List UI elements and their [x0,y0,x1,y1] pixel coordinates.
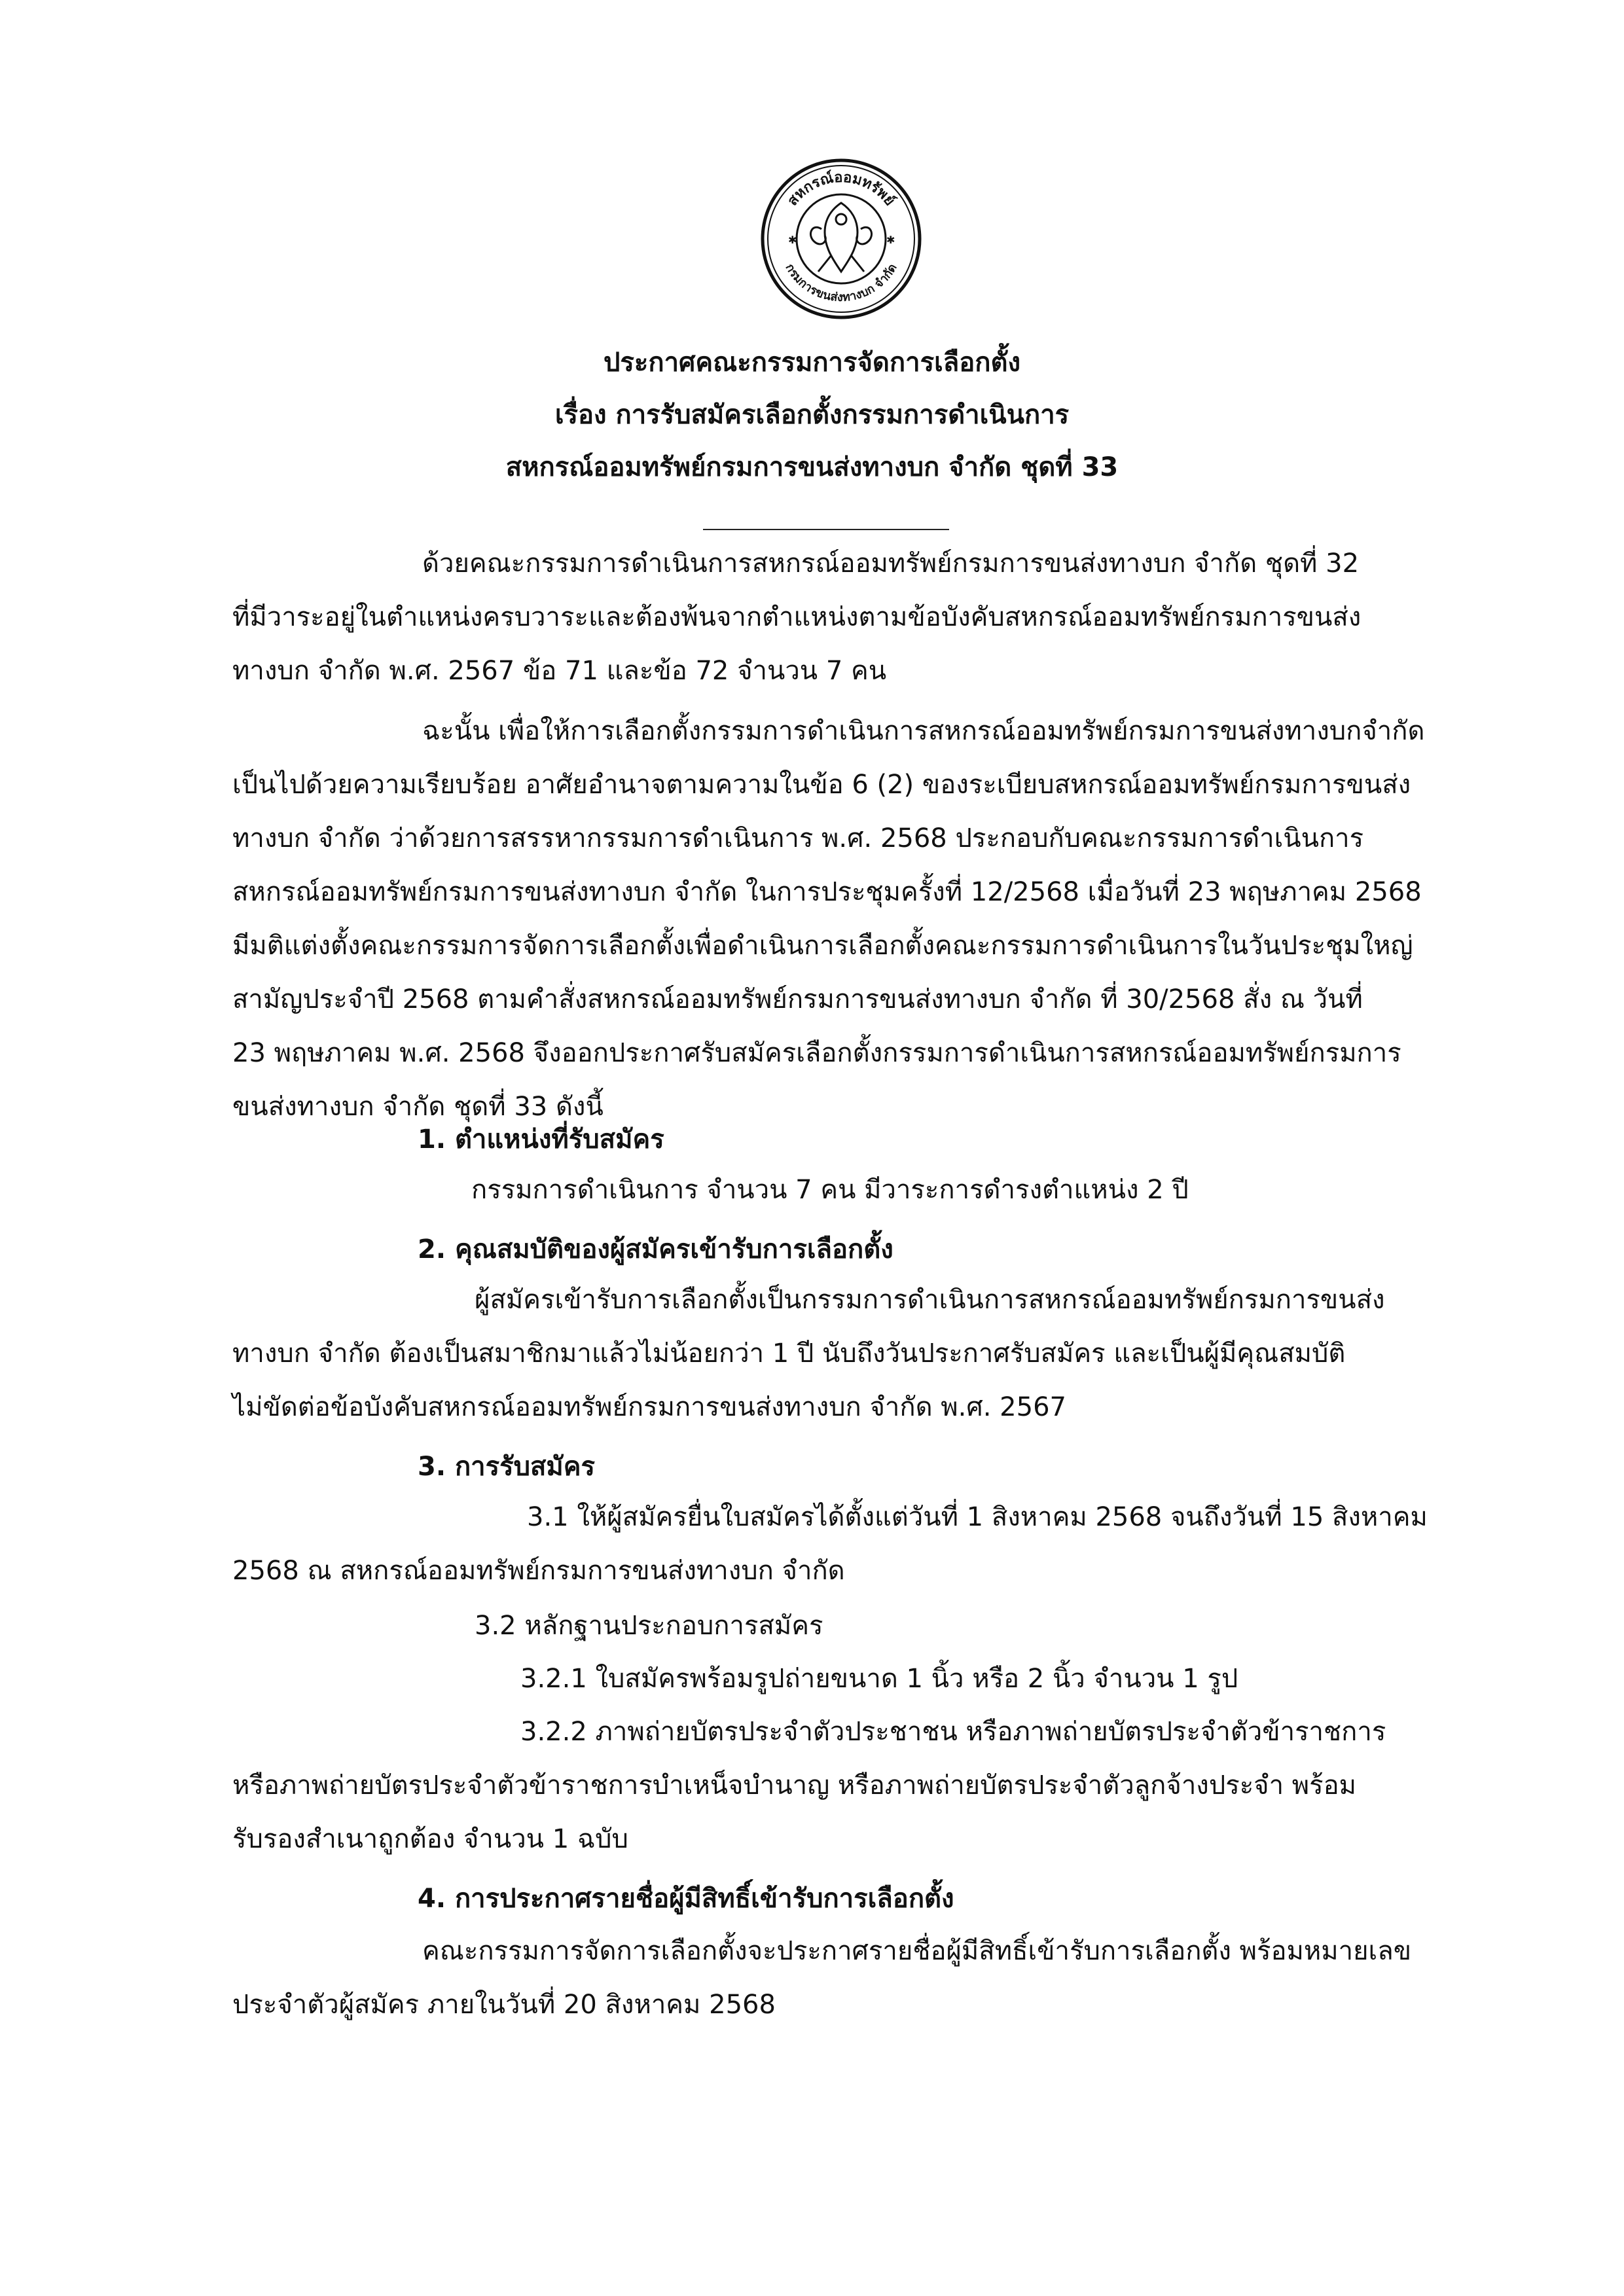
intro-paragraph [232,537,1450,698]
section-3-item-3-2-2 [232,1705,1450,1866]
title-divider [703,529,949,530]
section-3-heading: 3. การรับสมัคร [418,1452,596,1482]
section-3-2-2-line: 3.2.2 ภาพถ่ายบัตรประจำตัวประชาชน หรือภาพถ่ายบัตรประจำตัวข้าราชการ [520,1717,1386,1747]
svg-text:✱: ✱ [788,234,797,246]
announcement-subject: เรื่อง การรับสมัครเลือกตั้งกรรมการดำเนินการ [554,400,1070,430]
resolution-line: ฉะนั้น เพื่อให้การเลือกตั้งกรรมการดำเนินการสหกรณ์ออมทรัพย์กรมการขนส่งทางบกจำกัด [422,716,1425,746]
intro-line: ทางบก จำกัด พ.ศ. 2567 ข้อ 71 และข้อ 72 จำนวน 7 คน [232,656,887,686]
resolution-line: เป็นไปด้วยความเรียบร้อย อาศัยอำนาจตามความในข้อ 6 (2) ของระเบียบสหกรณ์ออมทรัพย์กรมการขนส่ง [232,770,1411,800]
resolution-line: มีมติแต่งตั้งคณะกรรมการจัดการเลือกตั้งเพื่อดำเนินการเลือกตั้งคณะกรรมการดำเนินการในวันประชุมใหญ่ [232,931,1413,961]
section-2-body [232,1273,1450,1434]
seal-bottom-text: กรมการขนส่งทางบก จำกัด [782,261,900,305]
section-3-item-3-2: 3.2 หลักฐานประกอบการสมัคร [475,1611,823,1641]
section-3-1-line: 2568 ณ สหกรณ์ออมทรัพย์กรมการขนส่งทางบก จำกัด [232,1556,845,1586]
announcement-title: ประกาศคณะกรรมการจัดการเลือกตั้ง [603,348,1020,378]
section-1-heading: 1. ตำแหน่งที่รับสมัคร [418,1124,664,1155]
section-2-heading: 2. คุณสมบัติของผู้สมัครเข้ารับการเลือกตั้ง [418,1234,893,1265]
section-2-line: ผู้สมัครเข้ารับการเลือกตั้งเป็นกรรมการดำเนินการสหกรณ์ออมทรัพย์กรมการขนส่ง [475,1285,1385,1315]
section-4-line: ประจำตัวผู้สมัคร ภายในวันที่ 20 สิงหาคม 2568 [232,1990,776,2020]
resolution-line: ทางบก จำกัด ว่าด้วยการสรรหากรรมการดำเนินการ พ.ศ. 2568 ประกอบกับคณะกรรมการดำเนินการ [232,823,1364,853]
resolution-paragraph [232,704,1450,1134]
seal-top-text: สหกรณ์ออมทรัพย์ [784,169,898,209]
section-3-2-2-line: หรือภาพถ่ายบัตรประจำตัวข้าราชการบำเหน็จบำนาญ หรือภาพถ่ายบัตรประจำตัวลูกจ้างประจำ พร้อม [232,1770,1357,1801]
section-3-item-3-1 [232,1490,1450,1598]
section-4-line: คณะกรรมการจัดการเลือกตั้งจะประกาศรายชื่อผู้มีสิทธิ์เข้ารับการเลือกตั้ง พร้อมหมายเลข [422,1936,1412,1966]
cooperative-seal-logo [759,157,923,321]
resolution-line: สามัญประจำปี 2568 ตามคำสั่งสหกรณ์ออมทรัพย์กรมการขนส่งทางบก จำกัด ที่ 30/2568 สั่ง ณ วันที่ [232,984,1363,1014]
resolution-line: 23 พฤษภาคม พ.ศ. 2568 จึงออกประกาศรับสมัครเลือกตั้งกรรมการดำเนินการสหกรณ์ออมทรัพย์กรมการ [232,1038,1401,1068]
section-3-2-2-line: รับรองสำเนาถูกต้อง จำนวน 1 ฉบับ [232,1824,628,1854]
intro-line: ด้วยคณะกรรมการดำเนินการสหกรณ์ออมทรัพย์กรมการขนส่งทางบก จำกัด ชุดที่ 32 [422,548,1360,579]
seal-emblem-icon [810,203,871,272]
section-1-body: กรรมการดำเนินการ จำนวน 7 คน มีวาระการดำรงตำแหน่ง 2 ปี [471,1175,1189,1205]
svg-text:✱: ✱ [886,234,895,246]
section-2-line: ทางบก จำกัด ต้องเป็นสมาชิกมาแล้วไม่น้อยกว่า 1 ปี นับถึงวันประกาศรับสมัคร และเป็นผู้มีคุณสมบัติ [232,1338,1346,1369]
section-2-line: ไม่ขัดต่อข้อบังคับสหกรณ์ออมทรัพย์กรมการขนส่งทางบก จำกัด พ.ศ. 2567 [232,1392,1066,1422]
resolution-line: สหกรณ์ออมทรัพย์กรมการขนส่งทางบก จำกัด ในการประชุมครั้งที่ 12/2568 เมื่อวันที่ 23 พฤษภาคม 2568 [232,877,1422,907]
section-4-heading: 4. การประกาศรายชื่อผู้มีสิทธิ์เข้ารับการเลือกตั้ง [418,1884,954,1914]
resolution-line: ขนส่งทางบก จำกัด ชุดที่ 33 ดังนี้ [232,1092,604,1122]
announcement-organization: สหกรณ์ออมทรัพย์กรมการขนส่งทางบก จำกัด ชุดที่ 33 [505,452,1119,482]
section-4-body [232,1924,1450,2032]
intro-line: ที่มีวาระอยู่ในตำแหน่งครบวาระและต้องพ้นจากตำแหน่งตามข้อบังคับสหกรณ์ออมทรัพย์กรมการขนส่ง [232,602,1362,632]
section-3-1-line: 3.1 ให้ผู้สมัครยื่นใบสมัครได้ตั้งแต่วันที่ 1 สิงหาคม 2568 จนถึงวันที่ 15 สิงหาคม [527,1502,1428,1532]
section-3-item-3-2-1: 3.2.1 ใบสมัครพร้อมรูปถ่ายขนาด 1 นิ้ว หรือ 2 นิ้ว จำนวน 1 รูป [520,1664,1238,1694]
